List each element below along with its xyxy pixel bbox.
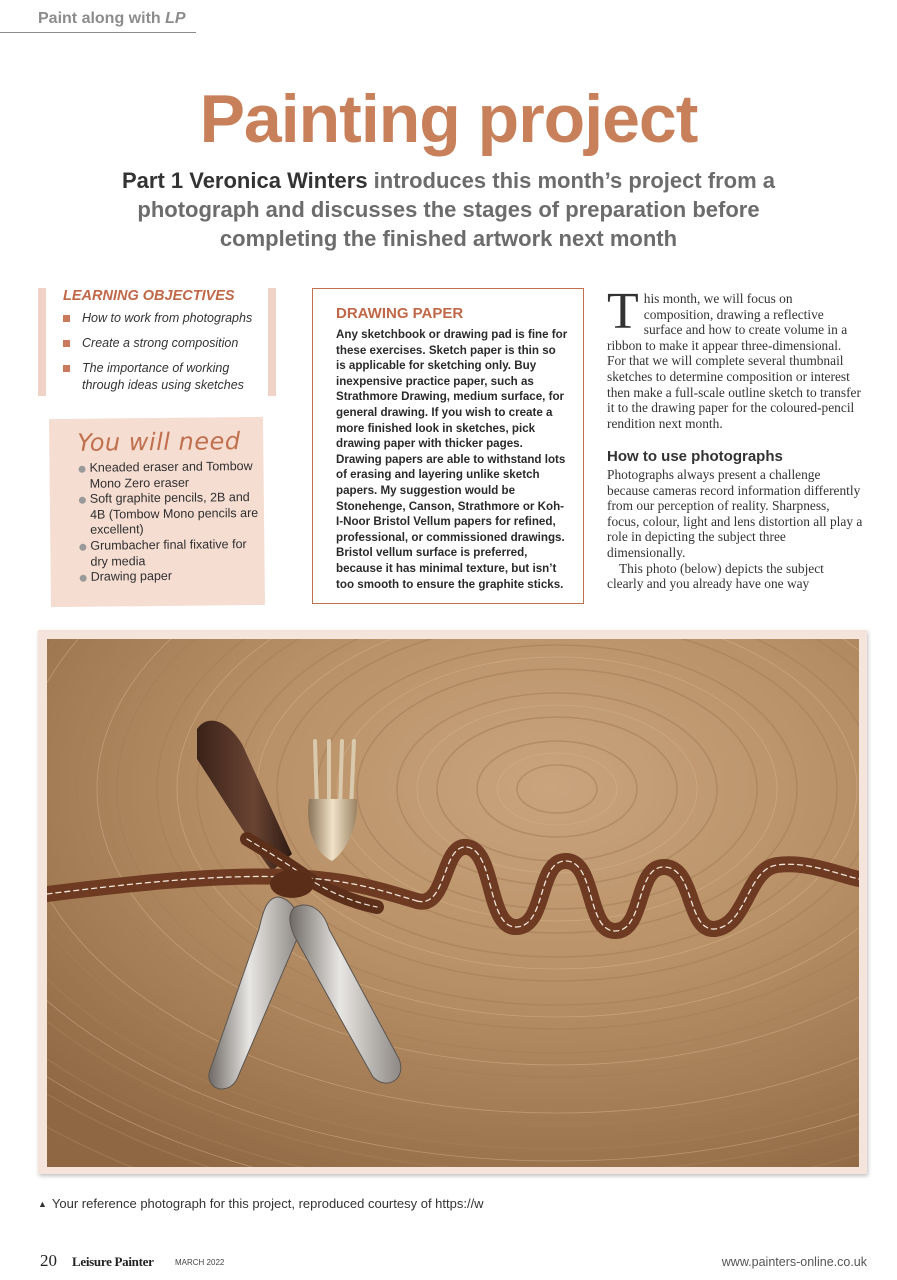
learning-objectives-box: [38, 288, 276, 396]
standfirst-text: introduces this month’s project from a photograph and discusses the stages of preparation before completing the finished artwork next month: [137, 168, 776, 251]
square-bullet-icon: [63, 340, 70, 347]
triangle-up-icon: ▲: [38, 1199, 47, 1209]
standfirst: [100, 166, 797, 253]
material-item: Soft graphite pencils, 2B and 4B (Tombow Mono pencils are excellent): [80, 490, 260, 539]
drop-cap: T: [607, 283, 639, 340]
subheading: How to use photographs: [607, 448, 783, 466]
intro-paragraph: This month, we will focus on composition, drawing a reflective surface and how to create volume in a ribbon to make it appear three-dimensional. For that we will complete several thumbnail sketches to determine composition or interest then make a full-scale outline sketch to transfer it to the drawing paper for the coloured-pencil rendition next month.: [607, 283, 861, 431]
square-bullet-icon: [63, 315, 70, 322]
series-label: Paint along with LP: [38, 10, 186, 27]
drawing-paper-heading: DRAWING PAPER: [336, 305, 464, 322]
reference-photo: [47, 639, 859, 1167]
dot-bullet-icon: [79, 497, 86, 504]
series-abbr: LP: [165, 10, 186, 27]
body-paragraph: Photographs always present a challenge because cameras record information differently from our perception of reality. Sharpness, focus, colour, light and lens distortion all play a role in depicting the subject three dimensionally.: [607, 466, 863, 560]
materials-list: [79, 459, 260, 586]
standfirst-lead: Part 1 Veronica Winters: [121, 168, 368, 193]
running-head: [0, 8, 196, 33]
material-item: Kneaded eraser and Tombow Mono Zero eraser: [79, 459, 259, 492]
page-title: Painting project: [199, 81, 698, 157]
objectives-list: [63, 310, 273, 402]
page-number: 20: [40, 1251, 57, 1270]
objectives-heading: LEARNING OBJECTIVES: [63, 288, 235, 304]
drawing-paper-body: Any sketchbook or drawing pad is fine for these exercises. Sketch paper is thin so is applicable for sketching only. Buy inexpensive practice paper, such as Strathmore Drawing, medium surface, for general drawing. If you wish to create a more finished look in sketches, pick drawing paper with thicker pages. Drawing papers are able to withstand lots of erasing and layering unlike sketch papers. My suggestion would be Stonehenge, Canson, Strathmore or Koh-I-Noor Bristol Vellum papers for refined, professional, or commissioned drawings. Bristol vellum surface is preferred, because it has minimal texture, but isn’t too smooth to ensure the graphite sticks.: [336, 328, 568, 591]
photo-frame: [38, 630, 867, 1174]
photo-caption: ▲ Your reference photograph for this project, reproduced courtesy of https://w: [38, 1196, 484, 1211]
objective-item: Create a strong composition: [63, 335, 273, 352]
material-item: Grumbacher final fixative for dry media: [80, 537, 260, 570]
objective-item: The importance of working through ideas using sketches: [63, 360, 273, 394]
article-column: [607, 283, 863, 592]
dot-bullet-icon: [79, 466, 86, 473]
body-paragraph: This photo (below) depicts the subject clearly and you already have one way: [607, 560, 824, 592]
drawing-paper-box: [312, 288, 584, 604]
issue-date: MARCH 2022: [175, 1258, 225, 1267]
magazine-logo: Leisure Painter: [72, 1254, 154, 1269]
objective-item: How to work from photographs: [63, 310, 273, 327]
dot-bullet-icon: [79, 544, 86, 551]
you-will-need-box: [49, 417, 265, 607]
website-link[interactable]: www.painters-online.co.uk: [721, 1255, 867, 1269]
square-bullet-icon: [63, 365, 70, 372]
you-will-need-heading: You will need: [77, 427, 241, 457]
material-item: Drawing paper: [81, 568, 261, 585]
dot-bullet-icon: [80, 575, 87, 582]
